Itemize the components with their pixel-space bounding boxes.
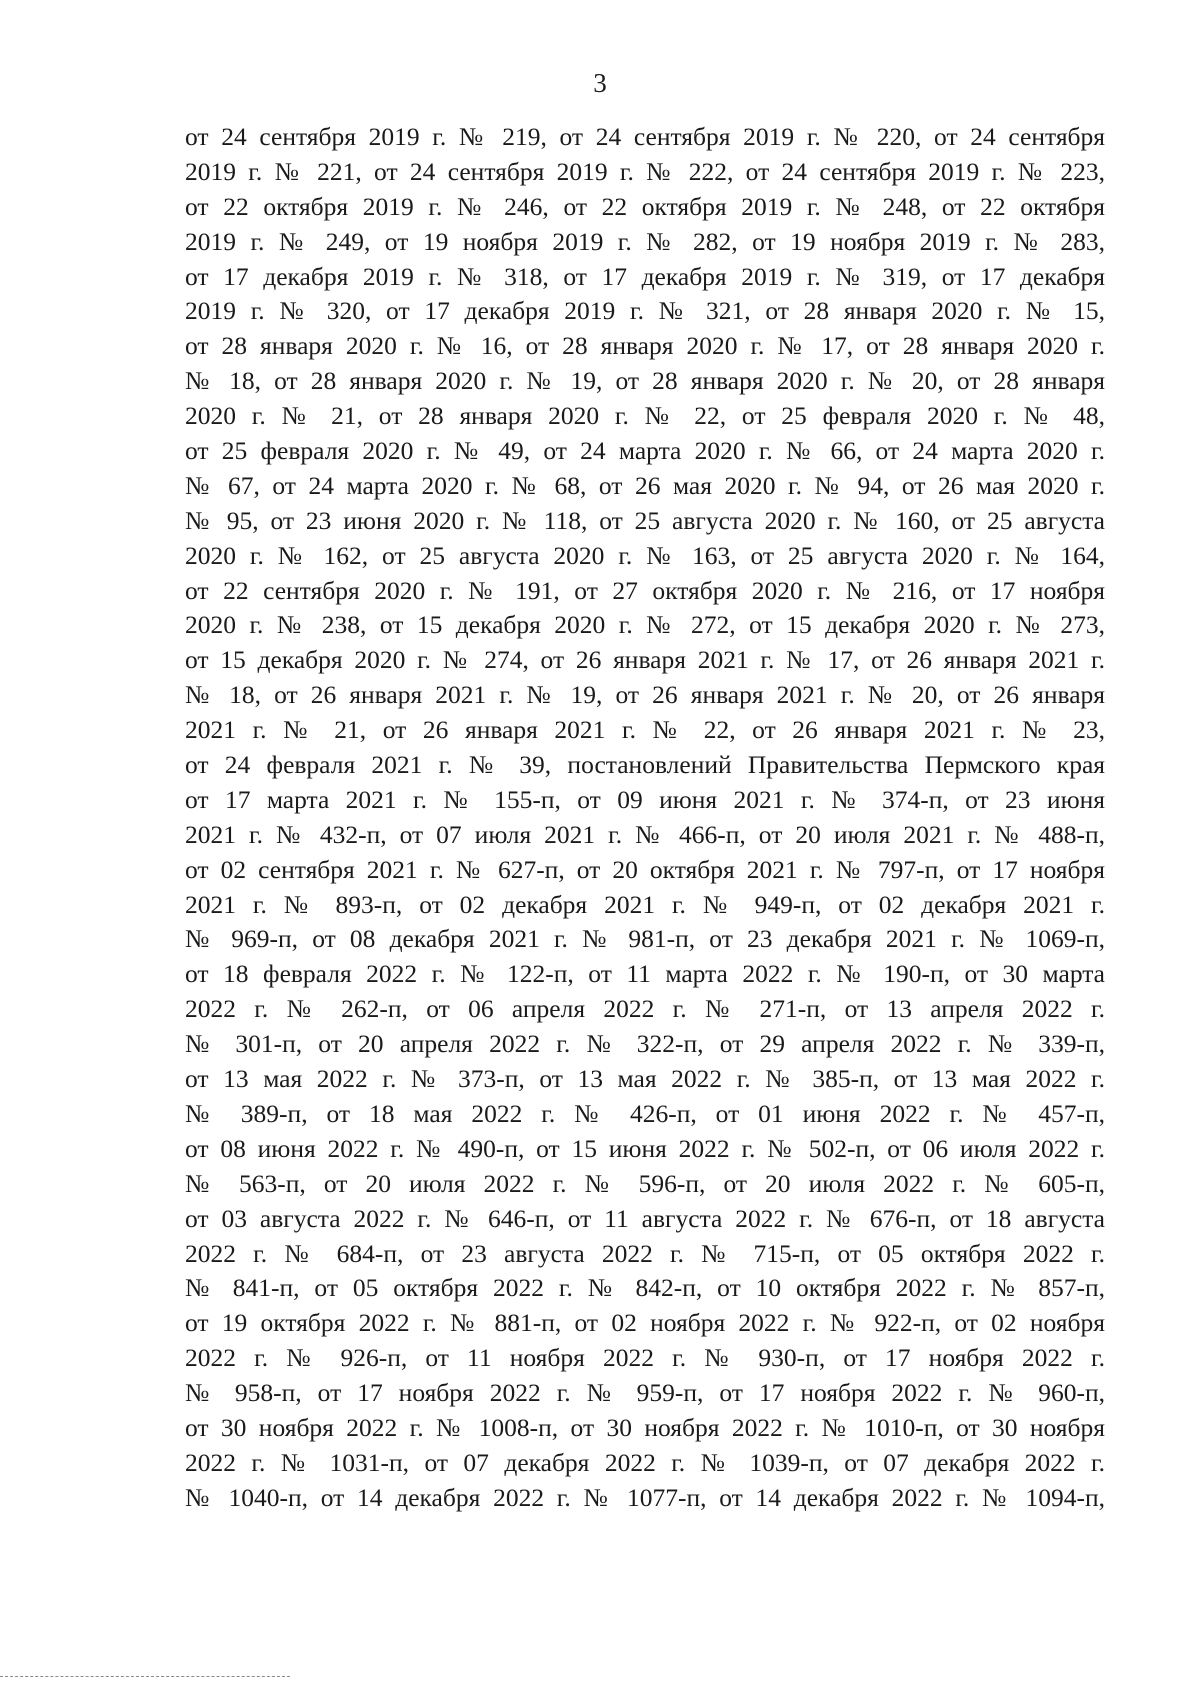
text-line-28: от 13 мая 2022 г. № 373-п, от 13 мая 2022 г. № 385-п, от 13 мая 2022 г.: [185, 1064, 1105, 1094]
text-line-26: 2022 г. № 262-п, от 06 апреля 2022 г. № 271-п, от 13 апреля 2022 г.: [185, 994, 1105, 1024]
text-line-18: 2021 г. № 21, от 26 января 2021 г. № 22, от 26 января 2021 г. № 23,: [185, 715, 1105, 745]
text-line-9: 2020 г. № 21, от 28 января 2020 г. № 22, от 25 февраля 2020 г. № 48,: [185, 401, 1105, 431]
text-line-40: № 1040-п, от 14 декабря 2022 г. № 1077-п, от 14 декабря 2022 г. № 1094-п,: [185, 1482, 1105, 1512]
text-line-34: № 841-п, от 05 октября 2022 г. № 842-п, от 10 октября 2022 г. № 857-п,: [185, 1273, 1105, 1303]
text-line-24: № 969-п, от 08 декабря 2021 г. № 981-п, от 23 декабря 2021 г. № 1069-п,: [185, 924, 1105, 954]
text-line-39: 2022 г. № 1031-п, от 07 декабря 2022 г. № 1039-п, от 07 декабря 2022 г.: [185, 1447, 1105, 1477]
text-line-23: 2021 г. № 893-п, от 02 декабря 2021 г. № 949-п, от 02 декабря 2021 г.: [185, 889, 1105, 919]
text-line-11: № 67, от 24 марта 2020 г. № 68, от 26 мая 2020 г. № 94, от 26 мая 2020 г.: [185, 470, 1105, 500]
text-line-38: от 30 ноября 2022 г. № 1008-п, от 30 ноября 2022 г. № 1010-п, от 30 ноября: [185, 1412, 1105, 1442]
text-line-7: от 28 января 2020 г. № 16, от 28 января 2020 г. № 17, от 28 января 2020 г.: [185, 331, 1105, 361]
text-line-10: от 25 февраля 2020 г. № 49, от 24 марта 2020 г. № 66, от 24 марта 2020 г.: [185, 436, 1105, 466]
text-line-15: 2020 г. № 238, от 15 декабря 2020 г. № 272, от 15 декабря 2020 г. № 273,: [185, 610, 1105, 640]
text-line-14: от 22 сентября 2020 г. № 191, от 27 октября 2020 г. № 216, от 17 ноября: [185, 575, 1105, 605]
text-line-21: 2021 г. № 432-п, от 07 июля 2021 г. № 466-п, от 20 июля 2021 г. № 488-п,: [185, 819, 1105, 849]
bottom-edge-rule: [0, 1676, 290, 1677]
text-line-3: от 22 октября 2019 г. № 246, от 22 октября 2019 г. № 248, от 22 октября: [185, 191, 1105, 221]
text-line-30: от 08 июня 2022 г. № 490-п, от 15 июня 2022 г. № 502-п, от 06 июля 2022 г.: [185, 1133, 1105, 1163]
text-line-17: № 18, от 26 января 2021 г. № 19, от 26 января 2021 г. № 20, от 26 января: [185, 680, 1105, 710]
text-line-16: от 15 декабря 2020 г. № 274, от 26 января 2021 г. № 17, от 26 января 2021 г.: [185, 645, 1105, 675]
text-line-1: от 24 сентября 2019 г. № 219, от 24 сентября 2019 г. № 220, от 24 сентября: [185, 122, 1105, 151]
text-line-6: 2019 г. № 320, от 17 декабря 2019 г. № 321, от 28 января 2020 г. № 15,: [185, 296, 1105, 326]
page-number: 3: [593, 68, 607, 98]
text-line-22: от 02 сентября 2021 г. № 627-п, от 20 октября 2021 г. № 797-п, от 17 ноября: [185, 854, 1105, 884]
text-line-33: 2022 г. № 684-п, от 23 августа 2022 г. № 715-п, от 05 октября 2022 г.: [185, 1238, 1105, 1268]
text-line-31: № 563-п, от 20 июля 2022 г. № 596-п, от 20 июля 2022 г. № 605-п,: [185, 1168, 1105, 1198]
text-line-32: от 03 августа 2022 г. № 646-п, от 11 августа 2022 г. № 676-п, от 18 августа: [185, 1203, 1105, 1233]
text-line-25: от 18 февраля 2022 г. № 122-п, от 11 марта 2022 г. № 190-п, от 30 марта: [185, 959, 1105, 989]
text-line-4: 2019 г. № 249, от 19 ноября 2019 г. № 282, от 19 ноября 2019 г. № 283,: [185, 226, 1105, 256]
text-line-36: 2022 г. № 926-п, от 11 ноября 2022 г. № 930-п, от 17 ноября 2022 г.: [185, 1343, 1105, 1373]
text-line-2: 2019 г. № 221, от 24 сентября 2019 г. № 222, от 24 сентября 2019 г. № 223,: [185, 156, 1105, 186]
body-text: [185, 120, 1105, 1516]
text-line-37: № 958-п, от 17 ноября 2022 г. № 959-п, от 17 ноября 2022 г. № 960-п,: [185, 1378, 1105, 1408]
text-line-19: от 24 февраля 2021 г. № 39, постановлений Правительства Пермского края: [185, 750, 1105, 780]
text-line-8: № 18, от 28 января 2020 г. № 19, от 28 января 2020 г. № 20, от 28 января: [185, 366, 1105, 396]
text-line-29: № 389-п, от 18 мая 2022 г. № 426-п, от 01 июня 2022 г. № 457-п,: [185, 1098, 1105, 1128]
text-line-27: № 301-п, от 20 апреля 2022 г. № 322-п, от 29 апреля 2022 г. № 339-п,: [185, 1029, 1105, 1059]
text-line-35: от 19 октября 2022 г. № 881-п, от 02 ноября 2022 г. № 922-п, от 02 ноября: [185, 1308, 1105, 1338]
text-line-20: от 17 марта 2021 г. № 155-п, от 09 июня 2021 г. № 374-п, от 23 июня: [185, 784, 1105, 814]
text-line-5: от 17 декабря 2019 г. № 318, от 17 декабря 2019 г. № 319, от 17 декабря: [185, 261, 1105, 291]
text-line-13: 2020 г. № 162, от 25 августа 2020 г. № 163, от 25 августа 2020 г. № 164,: [185, 540, 1105, 570]
text-line-12: № 95, от 23 июня 2020 г. № 118, от 25 августа 2020 г. № 160, от 25 августа: [185, 505, 1105, 535]
